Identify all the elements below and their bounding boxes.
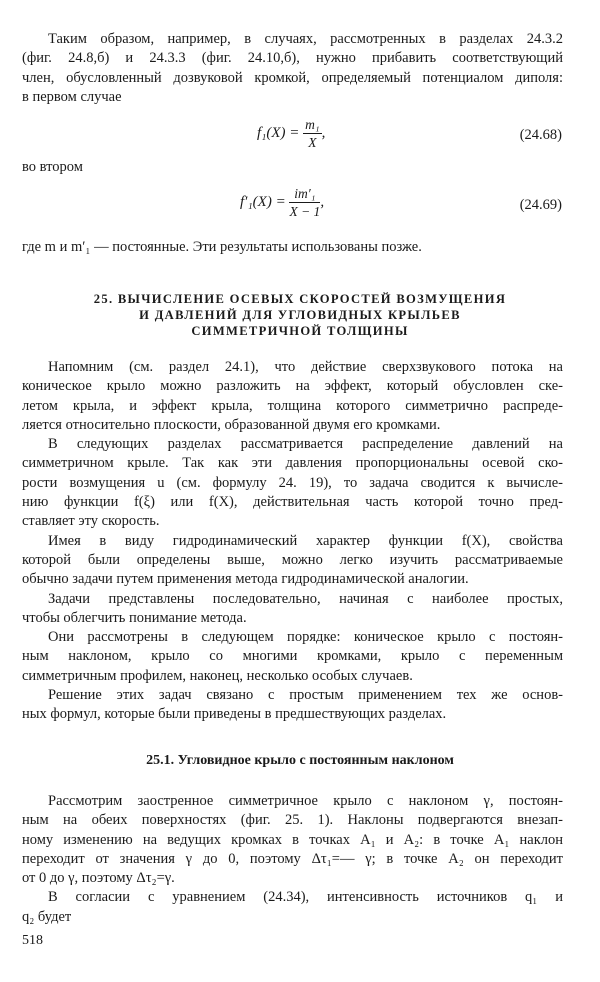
text-line: летом крыла, и эффект крыла, толщина которого симметрично распреде- <box>22 397 563 414</box>
fraction <box>289 185 320 220</box>
text-line: Они рассмотрены в следующем порядке: коническое крыло с постоян- <box>48 629 563 646</box>
text-line: во втором <box>22 159 83 175</box>
text-line: В согласии с уравнением (24.34), интенсивность источников q₁ и <box>48 889 563 906</box>
text-line: член, обусловленный дозвуковой кромкой, определяемый потенциалом диполя: <box>22 69 563 86</box>
equation-number: (24.68) <box>519 127 562 143</box>
text-line: симметричном крыле. Так как эти давления пропорциональны осевой ско- <box>22 455 563 472</box>
text-line: симметричным профилем, наконец, несколько особых случаев. <box>22 667 413 684</box>
text-line: ным наклоном, крыло со многими кромками, крыло с переменным <box>22 648 563 665</box>
text-line: в первом случае <box>22 88 122 105</box>
text-line: Напомним (см. раздел 24.1), что действие сверхзвукового потока на <box>48 359 563 375</box>
text-line: переходит от значения γ до 0, поэтому Δτ₁=— γ; в точке A₂ он переходит <box>22 850 563 867</box>
text-line: В следующих разделах рассматривается распределение давлений на <box>48 436 563 453</box>
page-number: 518 <box>22 933 43 948</box>
denominator: X <box>308 135 317 150</box>
equation-24-69 <box>240 185 324 220</box>
intro-paragraph <box>22 30 563 107</box>
heading-line: СИММЕТРИЧНОЙ ТОЛЩИНЫ <box>191 324 409 338</box>
text-line: (фиг. 24.8,б) и 24.3.3 (фиг. 24.10,б), нужно прибавить соответствующий <box>22 50 563 67</box>
text-line: Решение этих задач связано с простым применением тех же основ- <box>48 687 563 704</box>
equation-tail: , <box>320 193 325 210</box>
text-line: обычно задачи путем применения метода гидродинамической аналогии. <box>22 571 469 588</box>
text-line: ным на обеих поверхностях (фиг. 25. 1). Наклоны подвергаются внезап- <box>22 812 563 829</box>
text-line: где m и m′₁ — постоянные. Эти результаты использованы позже. <box>22 239 422 255</box>
text-line: Имея в виду гидродинамический характер функции f(X), свойства <box>48 532 563 549</box>
text-line: нию функции f(ξ) или f(X), действительная часть которой точно пред- <box>22 494 563 511</box>
denominator: X − 1 <box>289 204 321 219</box>
subsection-heading: 25.1. Угловидное крыло с постоянным наклоном <box>146 753 454 768</box>
numerator: m₁ <box>305 117 320 132</box>
equation-24-68 <box>257 116 325 151</box>
text-line: которой были определены выше, можно легко изучить рассматриваемые <box>22 551 563 568</box>
section-heading <box>0 291 600 339</box>
text-line: чтобы облегчить понимание метода. <box>22 609 247 626</box>
equation-tail: , <box>321 124 326 141</box>
text-line <box>22 158 563 177</box>
numerator: im′₁ <box>289 185 320 203</box>
text-line: q₂ будет <box>22 908 72 925</box>
heading-line: И ДАВЛЕНИЙ ДЛЯ УГЛОВИДНЫХ КРЫЛЬЕВ <box>139 308 461 322</box>
equation-lhs: f′₁(X) = <box>240 193 286 210</box>
heading-line: 25. ВЫЧИСЛЕНИЕ ОСЕВЫХ СКОРОСТЕЙ ВОЗМУЩЕНИЯ <box>93 292 507 306</box>
text-line: Рассмотрим заостренное симметричное крыло с наклоном γ, постоян- <box>48 793 563 809</box>
fraction <box>303 116 321 151</box>
text-line: Задачи представлены последовательно, начиная с наиболее простых, <box>48 590 563 607</box>
text-line: ному изменению на ведущих кромках в точках A₁ и A₂: в точке A₁ наклон <box>22 831 563 848</box>
text-line <box>22 238 563 257</box>
equation-number: (24.69) <box>519 197 562 213</box>
equation-lhs: f₁(X) = <box>257 124 300 141</box>
text-line: ных формул, которые были приведены в предшествующих разделах. <box>22 706 447 723</box>
text-line: Таким образом, например, в случаях, рассмотренных в разделах 24.3.2 <box>48 31 563 47</box>
subsection-body <box>22 792 563 927</box>
text-line: от 0 до γ, поэтому Δτ₂=γ. <box>22 870 175 887</box>
text-line: ставляет эту скорость. <box>22 513 160 530</box>
section-body <box>22 358 563 725</box>
text-line: ляется относительно плоскости, образованной двумя его кромками. <box>22 416 441 433</box>
text-line: рости возмущения u (см. формулу 24. 19), то задача сводится к вычисле- <box>22 474 563 491</box>
text-line: коническое крыло можно разложить на эффект, который обусловлен ске- <box>22 378 563 395</box>
